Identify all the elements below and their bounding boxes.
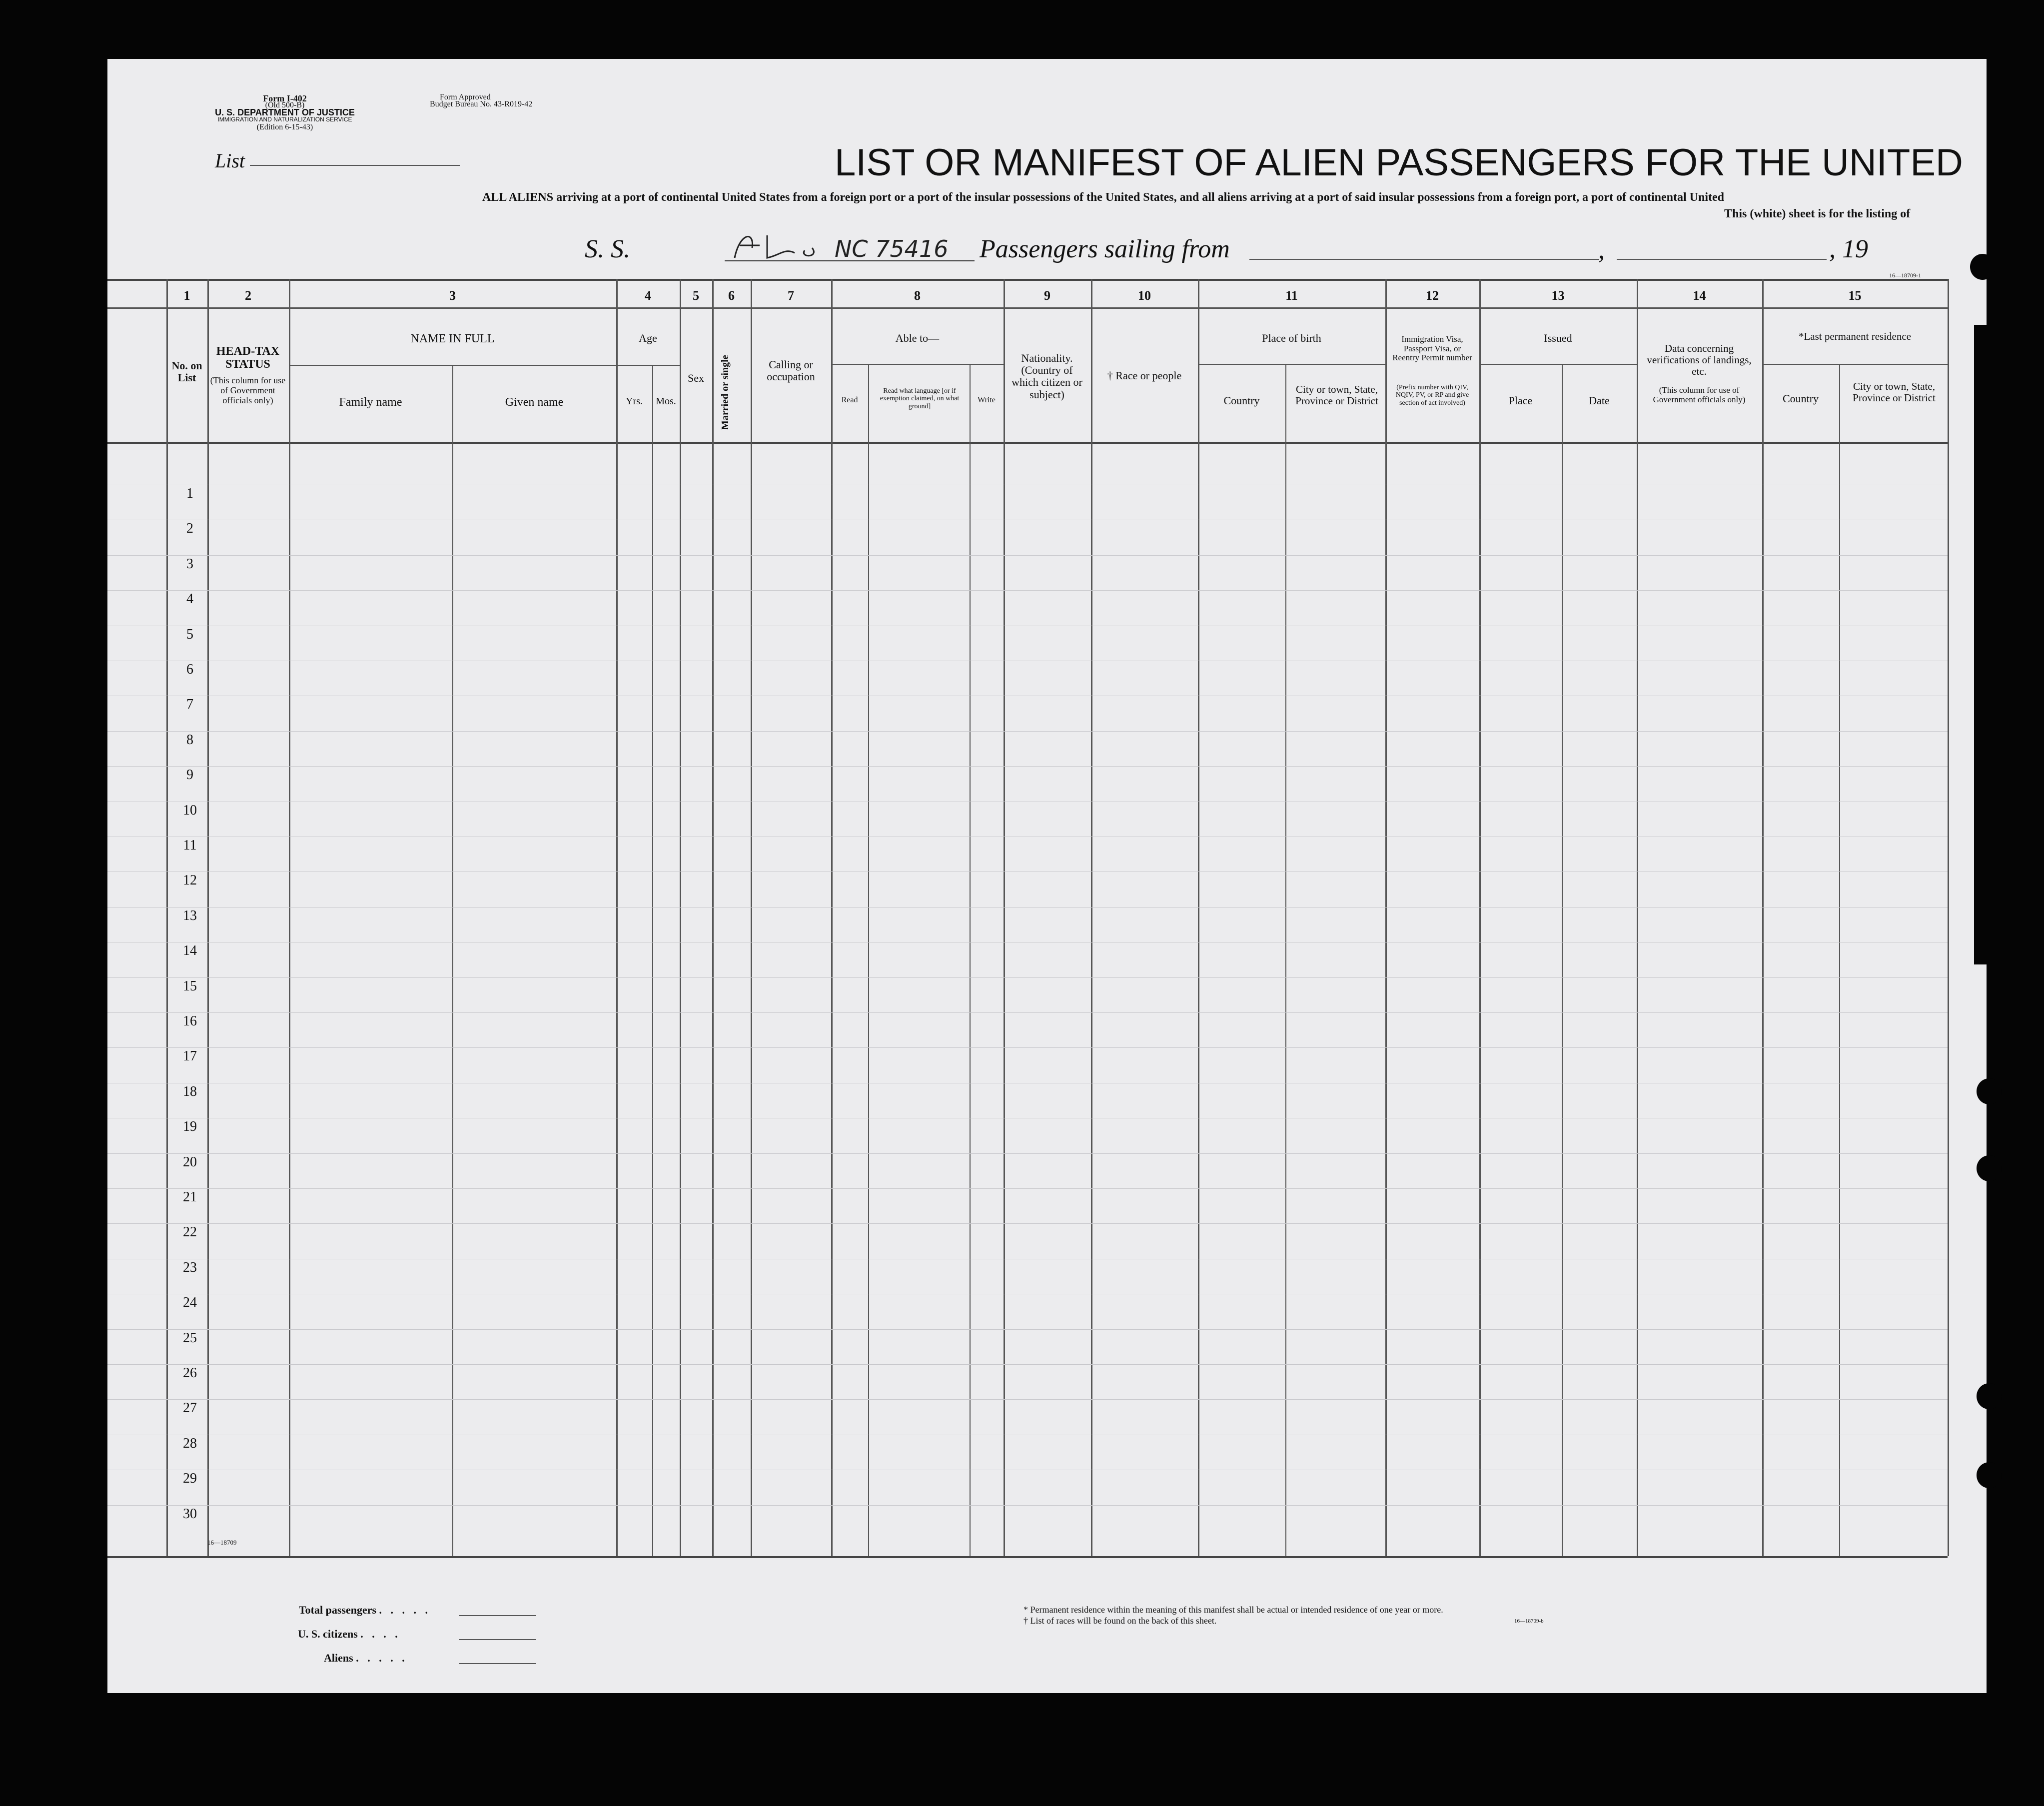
row-rule [107, 590, 1948, 591]
row-number: 13 [183, 907, 197, 923]
sailing-port-line [1249, 259, 1599, 260]
col-line-w [1948, 279, 1949, 1556]
row-rule [107, 1505, 1948, 1506]
col-line-f [652, 365, 653, 1556]
header-visa: Immigration Visa, Passport Visa, or Reentry Permit number [1392, 334, 1472, 363]
service-name: IMMIGRATION AND NATURALIZATION SERVICE [217, 116, 352, 123]
header-visa-note: (Prefix number with QIV, NQIV, PV, or RP and give section of act involved) [1395, 384, 1469, 407]
col-number-10: 10 [1138, 288, 1151, 303]
table-top-border [107, 279, 1948, 281]
row-number: 29 [183, 1471, 197, 1487]
header-no-on-list: No. on List [171, 359, 202, 384]
row-number: 28 [183, 1435, 197, 1451]
row-number: 27 [183, 1400, 197, 1416]
passengers-sailing-label: Passengers sailing from [980, 235, 1230, 263]
department-name: U. S. DEPARTMENT OF JUSTICE [215, 107, 355, 117]
form-old-number: (Old 500-B) [265, 101, 305, 109]
header-birth-country: Country [1223, 394, 1260, 407]
punch-hole-right-3 [1977, 1078, 2002, 1104]
torn-edge [1974, 325, 2009, 964]
manifest-sheet [107, 59, 1987, 1693]
row-number: 6 [186, 662, 193, 677]
row-number: 10 [183, 802, 197, 818]
row-rule [107, 766, 1948, 767]
row-rule [107, 1329, 1948, 1330]
header-issued-place: Place [1508, 394, 1533, 407]
header-read-language: Read what language [or if exemption claimed, on what ground] [880, 387, 960, 410]
row-rule [107, 731, 1948, 732]
row-rule [107, 1153, 1948, 1154]
budget-bureau-number: Budget Bureau No. 43-R019-42 [430, 100, 533, 108]
aliens-label: Aliens . . . . . [324, 1652, 408, 1664]
row-number: 15 [183, 978, 197, 994]
list-label: List [215, 149, 245, 172]
table-bottom-border [107, 1556, 1948, 1558]
col-number-12: 12 [1426, 288, 1439, 303]
issued-subheader-line [1479, 364, 1637, 365]
punch-hole-right-6 [1977, 1462, 2002, 1488]
us-citizens-label: U. S. citizens . . . . [298, 1628, 401, 1640]
corner-code: 16—18709-1 [1889, 272, 1921, 279]
row-number: 19 [183, 1119, 197, 1135]
header-given-name: Given name [505, 396, 564, 409]
header-issued: Issued [1544, 332, 1572, 344]
subtitle-line-1: ALL ALIENS arriving at a port of continental United States from a foreign port or a port of the insular possessions of the United States, and all aliens arriving at a port of said insular possessions from a foreign port, a port of continental United [482, 191, 1724, 204]
row-rule [107, 1188, 1948, 1189]
birth-subheader-line [1198, 364, 1385, 365]
header-residence-country: Country [1782, 392, 1819, 405]
header-body-divider [107, 442, 1948, 444]
row-number: 23 [183, 1259, 197, 1275]
row-number: 4 [186, 591, 193, 607]
sailing-date-line [1617, 259, 1827, 260]
col-number-11: 11 [1285, 288, 1298, 303]
row-rule [107, 1399, 1948, 1400]
header-birth-city: City or town, State, Province or District [1295, 383, 1378, 407]
total-passengers-text: Total passengers [299, 1604, 377, 1616]
col-number-13: 13 [1551, 288, 1565, 303]
header-family-name: Family name [339, 396, 402, 409]
row-rule [107, 1364, 1948, 1365]
list-underline [250, 165, 460, 166]
header-mos: Mos. [656, 396, 676, 407]
header-yrs: Yrs. [626, 396, 643, 407]
us-citizens-text: U. S. citizens [298, 1628, 358, 1640]
footnote-residence: * Permanent residence within the meaning of this manifest shall be actual or intended residence of one year or more. [1023, 1605, 1443, 1615]
col-number-7: 7 [788, 288, 794, 303]
header-data-concerning: Data concerning verifications of landings, etc. [1647, 342, 1752, 378]
row-number: 11 [183, 838, 197, 853]
col-number-14: 14 [1693, 288, 1706, 303]
header-head-tax: HEAD-TAX STATUS [216, 345, 280, 371]
row-number: 30 [183, 1506, 197, 1522]
header-place-of-birth: Place of birth [1262, 332, 1321, 344]
header-write: Write [978, 396, 996, 404]
row-number: 8 [186, 732, 193, 748]
row-rule [107, 555, 1948, 556]
header-data-note: (This column for use of Government officials only) [1653, 385, 1746, 404]
subtitle-line-2: This (white) sheet is for the listing of [1724, 207, 1911, 220]
header-sex: Sex [688, 372, 704, 384]
comma-1: , [1598, 236, 1605, 264]
age-subheader-line [616, 365, 680, 366]
col-line-s [1562, 365, 1563, 1556]
col-line-l [970, 365, 971, 1556]
form-edition: (Edition 6-15-43) [256, 123, 313, 131]
col-number-8: 8 [914, 288, 921, 303]
form-number: Form I-402 [263, 93, 307, 103]
row-number: 9 [186, 767, 193, 783]
bottom-code: 16—18709 [207, 1539, 237, 1546]
header-residence-city: City or town, State, Province or District [1853, 380, 1936, 404]
header-head-tax-note: (This column for use of Government officials only) [210, 375, 286, 405]
header-read: Read [841, 396, 858, 404]
header-nationality: Nationality. (Country of which citizen or subject) [1012, 352, 1082, 401]
year-number: 19 [1842, 235, 1868, 263]
row-rule [107, 977, 1948, 978]
able-subheader-line [832, 364, 1005, 365]
row-number: 2 [186, 521, 193, 537]
aliens-line [459, 1663, 536, 1664]
col-line-k [868, 365, 869, 1556]
punch-hole-right-5 [1977, 1383, 2002, 1409]
punch-hole-top [1970, 254, 1995, 280]
ship-name-handwriting [725, 228, 975, 265]
year-prefix: , 19 [1829, 235, 1868, 263]
row-number: 20 [183, 1154, 197, 1170]
punch-hole-right-4 [1977, 1155, 2002, 1181]
col-number-9: 9 [1044, 288, 1050, 303]
row-number: 14 [183, 943, 197, 959]
row-number: 21 [183, 1189, 197, 1205]
row-number: 12 [183, 873, 197, 889]
row-number: 26 [183, 1365, 197, 1381]
header-calling: Calling or occupation [767, 358, 815, 383]
total-passengers-line [459, 1615, 536, 1616]
header-married: Married or single [720, 355, 731, 430]
row-number: 22 [183, 1224, 197, 1240]
us-citizens-line [459, 1639, 536, 1640]
col-number-15: 15 [1848, 288, 1862, 303]
header-able-to: Able to— [895, 332, 940, 344]
header-last-residence: *Last permanent residence [1798, 330, 1912, 342]
row-number: 17 [183, 1048, 197, 1064]
manifest-title: LIST OR MANIFEST OF ALIEN PASSENGERS FOR THE UNITED [835, 141, 1963, 184]
col-number-6: 6 [728, 288, 735, 303]
row-number: 5 [186, 626, 193, 642]
row-number: 7 [186, 697, 193, 713]
col-number-3: 3 [449, 288, 456, 303]
row-number: 1 [186, 486, 193, 501]
col-line-p [1285, 365, 1286, 1556]
header-issued-date: Date [1589, 394, 1610, 407]
row-number: 18 [183, 1083, 197, 1099]
svg-text:NC 75416: NC 75416 [835, 235, 949, 262]
aliens-text: Aliens [324, 1652, 353, 1664]
col-line-d [452, 365, 453, 1556]
header-age: Age [639, 332, 657, 344]
col-number-5: 5 [693, 288, 699, 303]
col-number-1: 1 [183, 288, 190, 303]
form-approved: Form Approved [440, 93, 491, 101]
row-number: 24 [183, 1295, 197, 1311]
col-line-v [1839, 365, 1840, 1556]
col-number-4: 4 [645, 288, 651, 303]
row-rule [107, 1012, 1948, 1013]
row-number: 3 [186, 556, 193, 572]
ship-prefix: S. S. [585, 235, 630, 263]
header-race: † Race or people [1107, 369, 1182, 382]
row-rule [107, 1223, 1948, 1224]
row-number: 16 [183, 1013, 197, 1029]
residence-subheader-line [1762, 364, 1948, 365]
col-number-2: 2 [245, 288, 251, 303]
column-number-divider [107, 307, 1948, 309]
footnote-races: † List of races will be found on the back of this sheet. [1023, 1616, 1217, 1626]
header-name-in-full: NAME IN FULL [410, 332, 495, 345]
row-number: 25 [183, 1330, 197, 1346]
footnote-code: 16—18709-b [1514, 1618, 1544, 1624]
row-rule [107, 1047, 1948, 1048]
total-passengers-label: Total passengers . . . . . [299, 1604, 431, 1616]
